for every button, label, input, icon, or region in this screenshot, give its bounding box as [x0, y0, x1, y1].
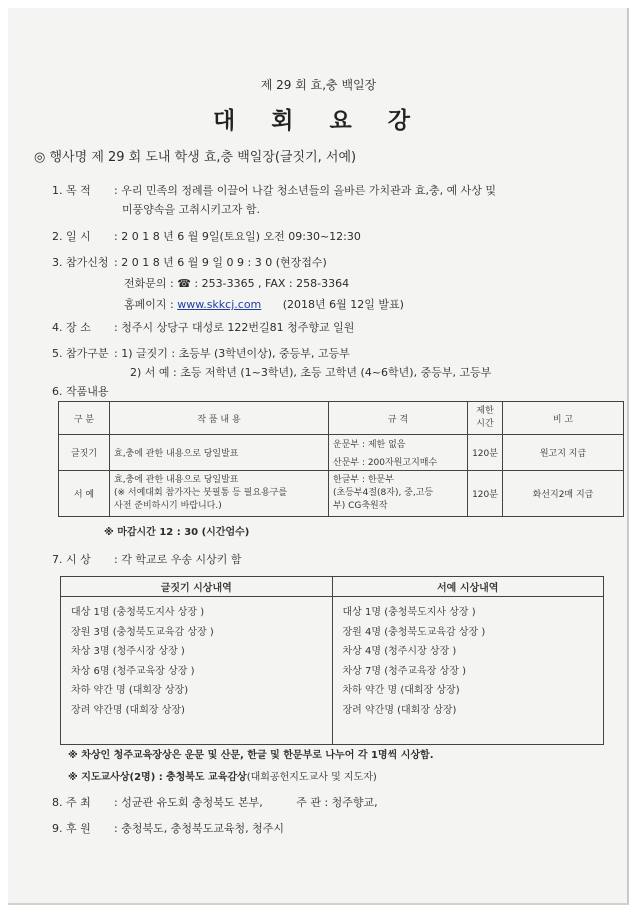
- host-line: [52, 794, 378, 810]
- list-item: 장려 약간명 (대회장 상장): [71, 704, 185, 716]
- row-note: 화선지2매 지급: [503, 471, 624, 517]
- organizer-value: : 청주향교,: [324, 796, 378, 809]
- row-time: 120분: [468, 471, 503, 517]
- host-label: 8. 주 최: [52, 796, 91, 809]
- list-item: 대상 1명 (충청북도지사 상장 ): [71, 607, 205, 618]
- list-item: 차상 3명 (청주시장 상장 ): [71, 646, 185, 657]
- row-spec: [329, 471, 468, 517]
- division-text: : 1) 글짓기 : 초등부 (3학년이상), 중등부, 고등부: [114, 347, 350, 360]
- venue-label: 4. 장 소: [52, 321, 91, 334]
- col-writing-awards: 글짓기 시상내역: [61, 577, 333, 597]
- awards-value: : 각 학교로 우송 시상키 함: [114, 553, 242, 566]
- event-name-line: [34, 146, 356, 165]
- works-table-header: [59, 402, 624, 435]
- deadline-note: ※ 마감시간 12 : 30 (시간엄수): [104, 527, 250, 538]
- teacher-award-label: ※ 지도교사상(2명) :: [68, 772, 163, 783]
- event-value: 제 29 회 도내 학생 효,충 백일장(글짓기, 서예): [91, 150, 357, 165]
- spec-line: 부) CG축원작: [333, 501, 388, 511]
- col-note: 비 고: [503, 402, 624, 435]
- register-web: [124, 296, 404, 312]
- header-superscript: 제 29 회 효,충 백일장: [260, 78, 377, 92]
- page-title: 대 회 요 강: [213, 108, 424, 134]
- row-content: [110, 471, 329, 517]
- row-category: 서 예: [59, 471, 110, 517]
- support-value: : 충청북도, 충청북도교육청, 청주시: [114, 822, 284, 835]
- teacher-award-bold: 충청북도 교육감상: [165, 772, 247, 783]
- host-value: : 성균관 유도회 충청북도 본부,: [114, 796, 263, 809]
- register-line: [52, 254, 327, 270]
- col-calligraphy-awards: 서예 시상내역: [332, 577, 604, 597]
- list-item: 차하 약간 명 (대회장 상장): [71, 685, 189, 696]
- awards-table-header: [61, 577, 604, 597]
- row-content: [110, 435, 329, 471]
- division-line: [52, 345, 350, 361]
- list-item: 차하 약간 명 (대회장 상장): [342, 685, 460, 696]
- date-line: [52, 228, 361, 244]
- register-value: : 2 0 1 8 년 6 월 9 일 0 9 : 3 0 (현장접수): [114, 256, 327, 269]
- announce-date: (2018년 6월 12일 발표): [282, 298, 404, 311]
- works-label: 6. 작품내용: [52, 385, 109, 398]
- list-item: 대상 1명 (충청북도지사 상장 ): [342, 607, 476, 618]
- col-spec: 규 격: [329, 402, 468, 435]
- works-table: [58, 401, 624, 517]
- document-page: [8, 8, 629, 905]
- award-note: ※ 차상인 청주교육장상은 운문 및 산문, 한글 및 한문부로 나누어 각 1명씩 시상함.: [68, 750, 434, 761]
- awards-line: [52, 551, 241, 567]
- support-label: 9. 후 원: [52, 822, 91, 835]
- purpose-label: 1. 목 적: [52, 184, 91, 197]
- spec-line: 한글부 : 한문부: [333, 475, 394, 485]
- awards-table: [60, 576, 604, 745]
- organizer-label: 주 관: [296, 796, 321, 809]
- writing-awards-list: [61, 597, 333, 745]
- row-time: 120분: [468, 435, 503, 471]
- col-time: 제한 시간: [468, 402, 503, 435]
- event-bullet: ◎: [34, 150, 46, 165]
- list-item: 장원 3명 (충청북도교육감 상장 ): [71, 626, 214, 638]
- calligraphy-awards-list: [332, 597, 604, 745]
- date-label: 2. 일 시: [52, 230, 91, 243]
- spec-line: (초등부4절(8자), 중,고등: [333, 488, 434, 498]
- list-item: 장원 4명 (충청북도교육감 상장 ): [342, 626, 486, 638]
- register-phone: 전화문의 : ☎ : 253-3365 , FAX : 258-3364: [124, 277, 350, 290]
- content-line: 효,충에 관한 내용으로 당일발표: [114, 449, 239, 459]
- register-label: 3. 참가신청: [52, 256, 109, 269]
- list-item: 장려 약간명 (대회장 상장): [342, 704, 457, 716]
- content-line: 사전 준비하시기 바랍니다.): [114, 501, 222, 511]
- awards-label: 7. 시 상: [52, 553, 91, 566]
- event-label: 행사명: [49, 150, 88, 165]
- table-row: [59, 471, 624, 517]
- purpose-text-cont: 미풍양속을 고취시키고자 함.: [122, 203, 261, 216]
- row-spec: [329, 435, 468, 471]
- website-link[interactable]: www.skkcj.com: [177, 298, 262, 311]
- purpose-text: : 우리 민족의 정례를 이끌어 나갈 청소년들의 올바른 가치관과 효,충, 예 사상 및: [114, 184, 497, 197]
- division-text-cont: 2) 서 예 : 초등 저학년 (1~3학년), 초등 고학년 (4~6학년), 중등부, 고등부: [130, 366, 492, 379]
- spec-line: 산문부 : 200자원고지매수: [333, 458, 438, 468]
- content-line: (※ 서예대회 참가자는 붓필통 등 필요용구를: [114, 488, 288, 498]
- venue-line: [52, 319, 354, 335]
- web-label: 홈페이지 :: [124, 298, 174, 311]
- date-value: : 2 0 1 8 년 6 월 9일(토요일) 오전 09:30~12:30: [114, 230, 361, 243]
- table-row: [61, 597, 604, 745]
- venue-value: : 청주시 상당구 대성로 122번길81 청주향교 일원: [114, 321, 355, 334]
- row-note: 원고지 지급: [503, 435, 624, 471]
- row-category: 글짓기: [59, 435, 110, 471]
- spec-line: 운문부 : 제한 없음: [333, 440, 406, 450]
- purpose-line: [52, 182, 496, 198]
- list-item: 차상 4명 (청주시장 상장 ): [342, 646, 457, 657]
- list-item: 차상 6명 (청주교육장 상장 ): [71, 665, 195, 677]
- list-item: 차상 7명 (청주교육장 상장 ): [342, 665, 466, 677]
- content-line: 효,충에 관한 내용으로 당일발표: [114, 475, 239, 485]
- division-label: 5. 참가구분: [52, 347, 109, 360]
- teacher-award-rest: (대회공헌지도교사 및 지도자): [246, 772, 377, 783]
- teacher-award-note: [68, 768, 377, 783]
- table-row: [59, 435, 624, 471]
- support-line: [52, 820, 284, 836]
- col-category: 구 분: [59, 402, 110, 435]
- col-content: 작 품 내 용: [110, 402, 329, 435]
